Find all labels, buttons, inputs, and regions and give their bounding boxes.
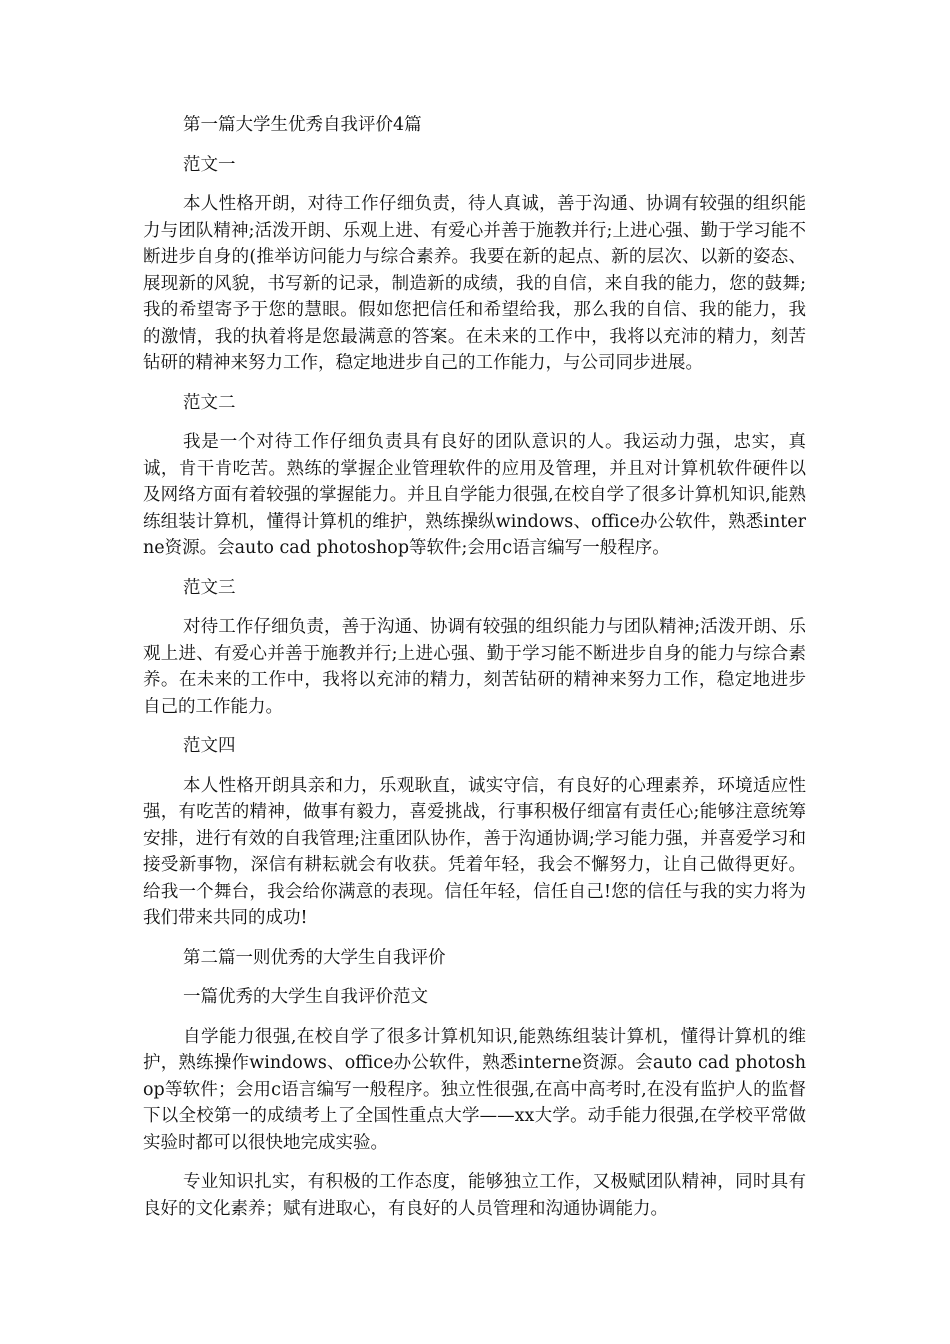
document-page xyxy=(143,112,806,1235)
second-article-paragraph-2: 专业知识扎实，有积极的工作态度，能够独立工作，又极赋团队精神，同时具有良好的文化素养；赋有进取心，有良好的人员管理和沟通协调能力。 xyxy=(143,1172,806,1219)
section-heading-1: 范文一 xyxy=(183,154,236,175)
section-body-3: 对待工作仔细负责，善于沟通、协调有较强的组织能力与团队精神;活泼开朗、乐观上进、有爱心并善于施教并行;上进心强、勤于学习能不断进步自身的能力与综合素养。在未来的工作中，我将以充沛的精力，刻苦钻研的精神来努力工作，稳定地进步自己的工作能力。 xyxy=(143,617,806,717)
section-heading-2: 范文二 xyxy=(183,392,236,413)
section-body-4: 本人性格开朗具亲和力，乐观耿直，诚实守信，有良好的心理素养，环境适应性强，有吃苦的精神，做事有毅力，喜爱挑战，行事积极仔细富有责任心;能够注意统筹安排，进行有效的自我管理;注重团队协作，善于沟通协调;学习能力强，并喜爱学习和接受新事物，深信有耕耘就会有收获。凭着年轻，我会不懈努力，让自己做得更好。给我一个舞台，我会给你满意的表现。信任年轻，信任自己!您的信任与我的实力将为我们带来共同的成功! xyxy=(143,775,806,928)
second-article-paragraph-1: 自学能力很强,在校自学了很多计算机知识,能熟练组装计算机，懂得计算机的维护，熟练操作windows、office办公软件，熟悉interne资源。会auto cad photoshop等软件；会用c语言编写一般程序。独立性很强,在高中高考时,在没有监护人的监督下以全校第一的成绩考上了全国性重点大学——xx大学。动手能力很强,在学校平常做实验时都可以很快地完成实验。 xyxy=(143,1026,806,1153)
document-title: 第一篇大学生优秀自我评价4篇 xyxy=(183,115,422,135)
section-body-1: 本人性格开朗，对待工作仔细负责，待人真诚，善于沟通、协调有较强的组织能力与团队精神;活泼开朗、乐观上进、有爱心并善于施教并行;上进心强、勤于学习能不断进步自身的(推举访问能力与综合素养。我要在新的起点、新的层次、以新的姿态、展现新的风貌，书写新的记录，制造新的成绩，我的自信，来自我的能力，您的鼓舞;我的希望寄予于您的慧眼。假如您把信任和希望给我，那么我的自信、我的能力，我的激情，我的执着将是您最满意的答案。在未来的工作中，我将以充沛的精力，刻苦钻研的精神来努力工作，稳定地进步自己的工作能力，与公司同步进展。 xyxy=(143,194,806,373)
section-heading-4: 范文四 xyxy=(183,736,236,756)
section-heading-3: 范文三 xyxy=(183,577,236,598)
second-article-title: 第二篇一则优秀的大学生自我评价 xyxy=(183,947,446,968)
second-article-subtitle: 一篇优秀的大学生自我评价范文 xyxy=(183,987,428,1007)
section-body-2: 我是一个对待工作仔细负责具有良好的团队意识的人。我运动力强，忠实，真诚，肯干肯吃苦。熟练的掌握企业管理软件的应用及管理，并且对计算机软件硬件以及网络方面有着较强的掌握能力。并且自学能力很强,在校自学了很多计算机知识,能熟练组装计算机，懂得计算机的维护，熟练操纵windows、office办公软件，熟悉interne资源。会auto cad photoshop等软件;会用c语言编写一般程序。 xyxy=(143,432,806,558)
